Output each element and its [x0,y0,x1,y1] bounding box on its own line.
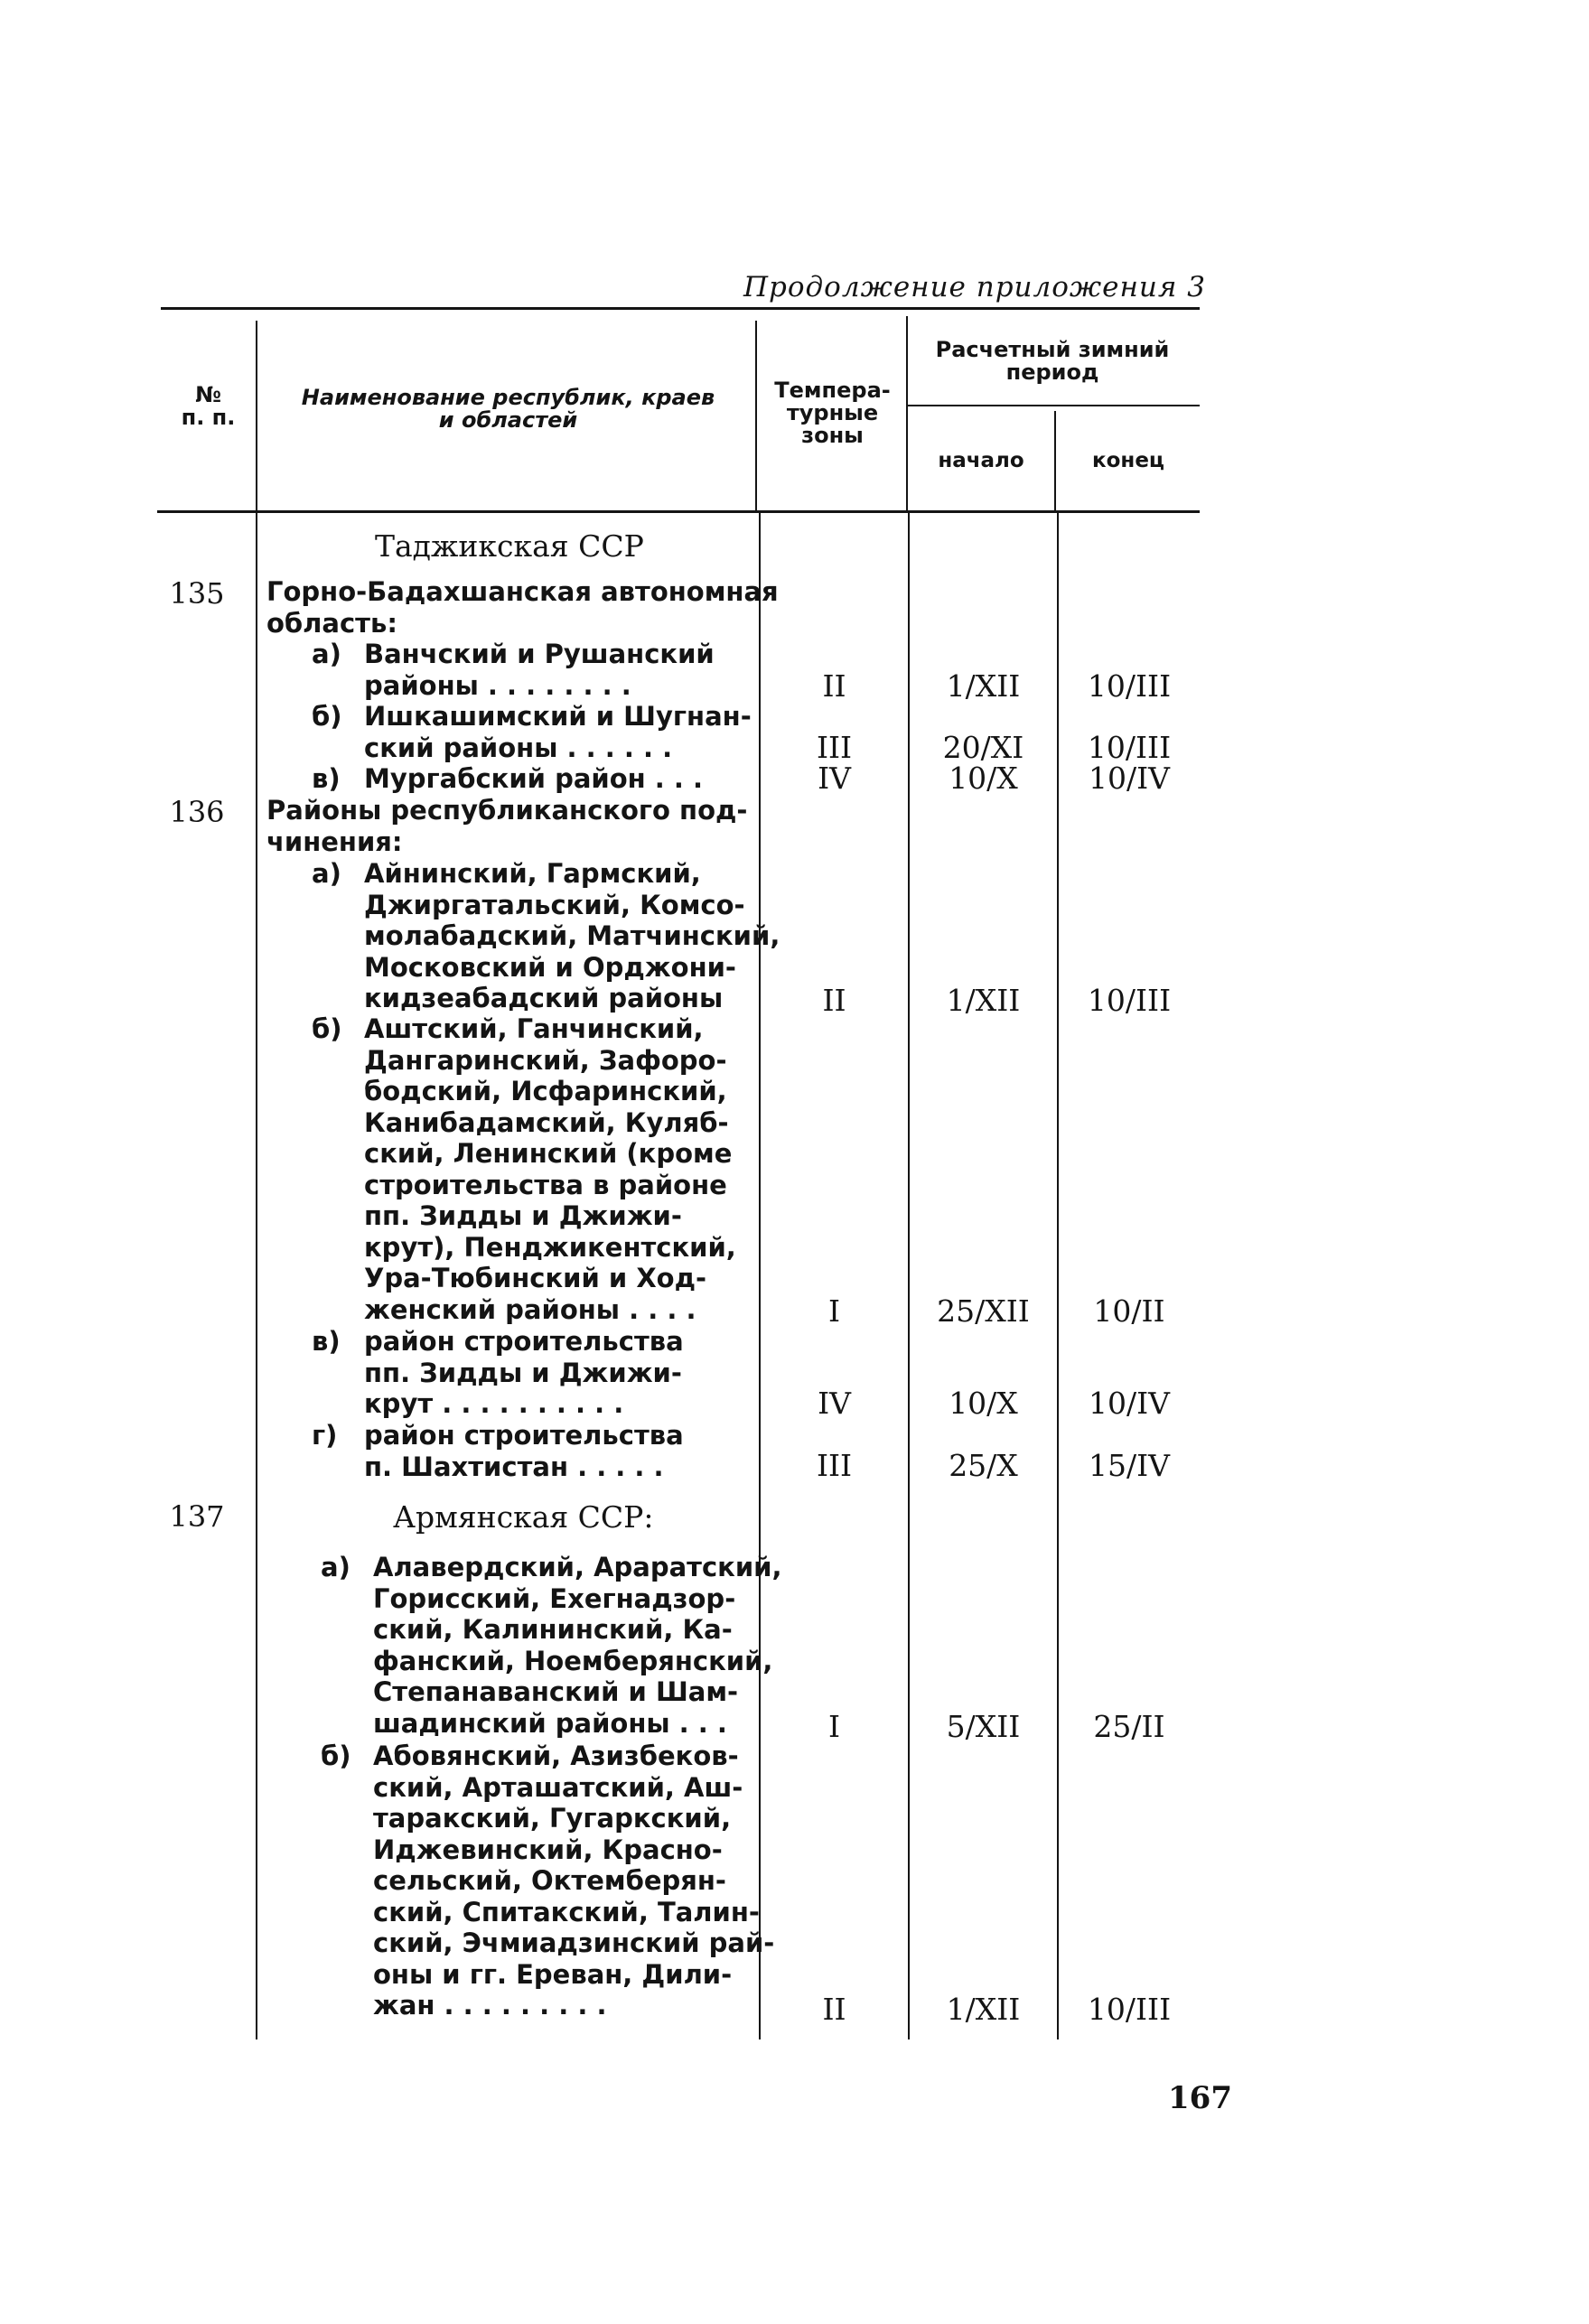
item-marker: а) [312,639,341,669]
row-136-name-line: Районы республиканского под- [266,795,748,826]
section-armenian-ssr: Армянская ССР: [393,1499,654,1535]
item-line: шадинский районы . . . [373,1707,727,1739]
header-zone: Темпера- турные зоны [774,378,891,449]
header-start: начало [938,449,1024,472]
section-tajik-ssr: Таджикская ССР [375,528,644,564]
row-136-a-zone: II [822,983,846,1018]
item-marker: в) [312,763,341,794]
item-line: фанский, Ноемберянский, [373,1645,773,1676]
row-137-b-zone: II [822,1992,846,2027]
row-135-b-start: 20/XI [942,730,1024,765]
item-line: Джиргатальский, Комсо- [364,889,745,920]
item-marker: а) [321,1552,351,1582]
item-line: Ура-Тюбинский и Ход- [364,1263,707,1293]
item-line: пп. Зидды и Джижи- [364,1357,682,1388]
item-line: п. Шахтистан . . . . . [364,1451,664,1482]
row-135-name-line: Горно-Бадахшанская автономная [266,576,779,607]
item-line: Горисский, Ехегнадзор- [373,1582,736,1614]
item-marker: б) [312,701,342,732]
item-line: оны и гг. Ереван, Дили- [373,1958,733,1990]
row-136-a-start: 1/XII [946,983,1021,1018]
item-line: пп. Зидды и Джижи- [364,1200,682,1231]
row-136-name [266,795,747,857]
row-136-c-start: 10/X [949,1386,1018,1421]
item-marker: б) [321,1741,351,1771]
header-name: Наименование республик, краев и областей [301,385,715,434]
header-divider-name [755,321,757,510]
item-line: Абовянский, Азизбеков- [373,1741,739,1771]
item-line: Ванчский и Рушанский [364,639,715,669]
item-line: ский, Ленинский (кроме [364,1138,733,1169]
row-135-c-start: 10/X [949,761,1018,796]
item-line: Ишкашимский и Шугнан- [364,701,752,732]
item-marker: г) [312,1420,338,1451]
item-marker: а) [312,858,341,889]
row-137-b-start: 1/XII [946,1992,1021,2027]
row-135-b-end: 10/III [1087,730,1172,765]
item-line: ский районы . . . . . . [364,732,673,763]
item-line: таракский, Гугаркский, [373,1803,732,1834]
period-subheader-rule [906,405,1200,406]
row-135-c-end: 10/IV [1089,761,1170,796]
page-header-continuation: Продолжение приложения 3 [743,271,1206,303]
row-135-a-end: 10/III [1087,668,1172,704]
item-marker: в) [312,1326,341,1357]
row-135-name-line: область: [266,607,397,639]
header-divider-num [256,321,257,510]
item-line: жан . . . . . . . . . [373,1990,607,2021]
item-line: районы . . . . . . . . [364,669,631,701]
row-136-c-end: 10/IV [1089,1386,1170,1421]
item-line: Аштский, Ганчинский, [364,1013,704,1044]
item-line: крут), Пенджикентский, [364,1231,736,1263]
row-137-a-start: 5/XII [946,1709,1021,1744]
row-135-name [266,576,779,639]
header-period: Расчетный зимний период [935,337,1170,386]
item-line: сельский, Октемберян- [373,1865,726,1896]
row-135-a-zone: II [822,668,846,704]
row-136-b-zone: I [827,1293,841,1329]
item-line: Канибадамский, Куляб- [364,1106,729,1138]
row-number: 135 [169,576,225,611]
item-line: район строительства [364,1420,684,1451]
table-top-rule [161,307,1200,310]
item-line: бодский, Исфаринский, [364,1076,727,1106]
header-bottom-rule [157,510,1200,513]
row-number: 136 [169,795,225,829]
item-line: ский, Спитакский, Талин- [373,1896,760,1927]
item-line: ский, Калининский, Ка- [373,1614,733,1645]
page-number: 167 [1168,2080,1232,2116]
item-line: Айнинский, Гармский, [364,858,701,889]
item-line: кидзеабадский районы [364,983,724,1013]
item-line: ский, Арташатский, Аш- [373,1771,743,1803]
row-number: 137 [169,1499,225,1534]
row-137-a-zone: I [827,1709,841,1744]
row-136-c-zone: IV [818,1386,851,1421]
item-line: Мургабский район . . . [364,763,704,794]
row-136-d-zone: III [816,1448,853,1483]
row-136-b-start: 25/XII [937,1293,1030,1329]
item-line: женский районы . . . . [364,1293,696,1325]
item-line: Дангаринский, Зафоро- [364,1044,727,1076]
row-136-b-end: 10/II [1093,1293,1165,1329]
row-135-b-zone: III [816,730,853,765]
row-136-d-end: 15/IV [1089,1448,1170,1483]
header-divider-period [1054,411,1056,510]
row-137-b-end: 10/III [1087,1992,1172,2027]
item-line: ский, Эчмиадзинский рай- [373,1927,775,1958]
row-136-d-start: 25/X [949,1448,1018,1483]
row-135-a-start: 1/XII [946,668,1021,704]
row-137-a-end: 25/II [1093,1709,1165,1744]
header-num: № п. п. [181,382,236,431]
row-136-a-end: 10/III [1087,983,1172,1018]
row-135-c-zone: IV [818,761,851,796]
header-end: конец [1092,449,1164,472]
item-line: Иджевинский, Красно- [373,1834,723,1865]
item-marker: б) [312,1013,342,1044]
row-136-name-line: чинения: [266,826,403,857]
item-line: Московский и Орджони- [364,951,736,983]
item-line: крут . . . . . . . . . . [364,1388,624,1419]
item-line: район строительства [364,1326,684,1357]
item-line: строительства в районе [364,1169,727,1200]
body-divider-num [256,513,257,2039]
item-line: Степанаванский и Шам- [373,1676,739,1707]
item-line: молабадский, Матчинский, [364,920,780,951]
item-line: Алавердский, Араратский, [373,1552,782,1582]
